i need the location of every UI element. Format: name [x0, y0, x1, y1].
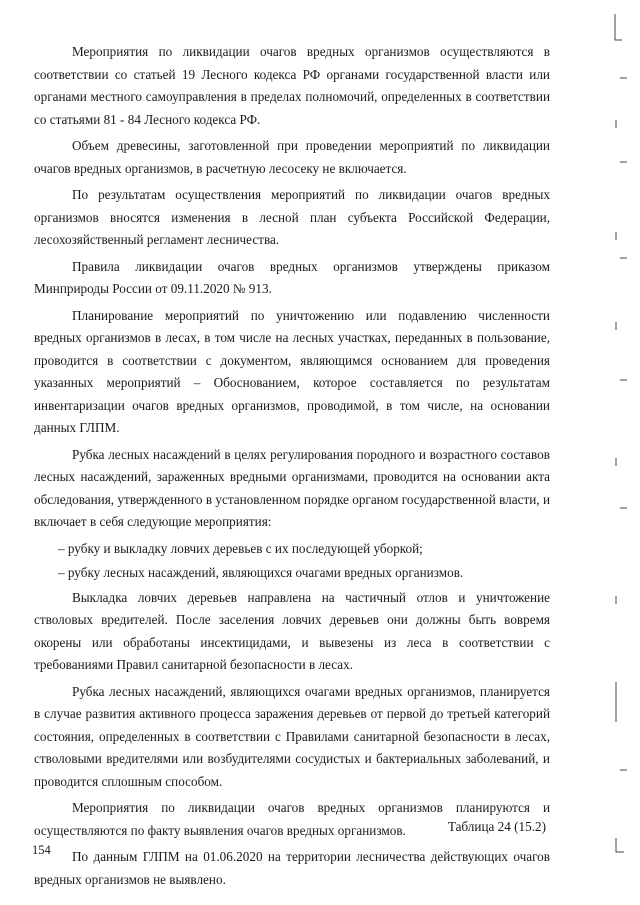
margin-mark: [615, 14, 622, 40]
page-number: 154: [32, 843, 51, 857]
paragraph: Правила ликвидации очагов вредных организмов утверждены приказом Минприроды России от 09.11.2020 № 913.: [34, 258, 550, 296]
margin-mark: [616, 838, 624, 852]
paragraph: Планирование мероприятий по уничтожению или подавлению численности вредных организмов в лесах, в том числе на лесных участках, переданных в пользование, проводится в соответствии с документом, являющимся основанием для проведения указанных мероприятий – Обоснованием, которое составляется по результатам инвентаризации очагов вредных организмов, проводимой, в том числе, на основании данных ГЛПМ.: [34, 307, 550, 435]
paragraph: Объем древесины, заготовленной при проведении мероприятий по ликвидации очагов вредных организмов, в расчетную лесосеку не включается.: [34, 138, 550, 176]
list-item: – рубку и выкладку ловчих деревьев с их последующей уборкой;: [58, 540, 423, 556]
paragraph: Рубка лесных насаждений в целях регулирования породного и возрастного составов лесных насаждений, зараженных вредными организмами, проводится на основании акта обследования, утвержденного в установленном порядке органом государственной власти, и включает в себя следующие мероприятия:: [34, 446, 550, 529]
list-item: – рубку лесных насаждений, являющихся очагами вредных организмов.: [58, 565, 464, 580]
table-caption: Таблица 24 (15.2): [447, 819, 546, 834]
paragraph: Выкладка ловчих деревьев направлена на частичный отлов и уничтожение стволовых вредителей. После заселения ловчих деревьев они должны быть вовремя окорены или обработаны инсектицидами, и вывезены из леса в соответствии с требованиями Правил санитарной безопасности в лесах.: [34, 589, 550, 672]
paragraph: Мероприятия по ликвидации очагов вредных организмов планируются и осуществляются по факту выявления очагов вредных организмов.: [34, 800, 550, 838]
paragraph: По данным ГЛПМ на 01.06.2020 на территории лесничества действующих очагов вредных организмов не выявлено.: [34, 849, 550, 887]
paragraph: Мероприятия по ликвидации очагов вредных организмов осуществляются в соответствии со статьей 19 Лесного кодекса РФ органами государственной власти или органами местного самоуправления в пределах полномочий, определенных в соответствии со статьями 81 - 84 Лесного кодекса РФ.: [34, 44, 550, 127]
paragraph: Рубка лесных насаждений, являющихся очагами вредных организмов, планируется в случае развития активного процесса заражения деревьев от первой до третьей категорий состояния, определенных в соответствии с Правилами санитарной безопасности в лесах, стволовыми вредителями или возбудителями сосудистых и бактериальных заболеваний, и проводится сплошным способом.: [34, 683, 550, 789]
paragraph: По результатам осуществления мероприятий по ликвидации очагов вредных организмов вносятся изменения в лесной план субъекта Российской Федерации, лесохозяйственный регламент лесничества.: [34, 187, 550, 247]
